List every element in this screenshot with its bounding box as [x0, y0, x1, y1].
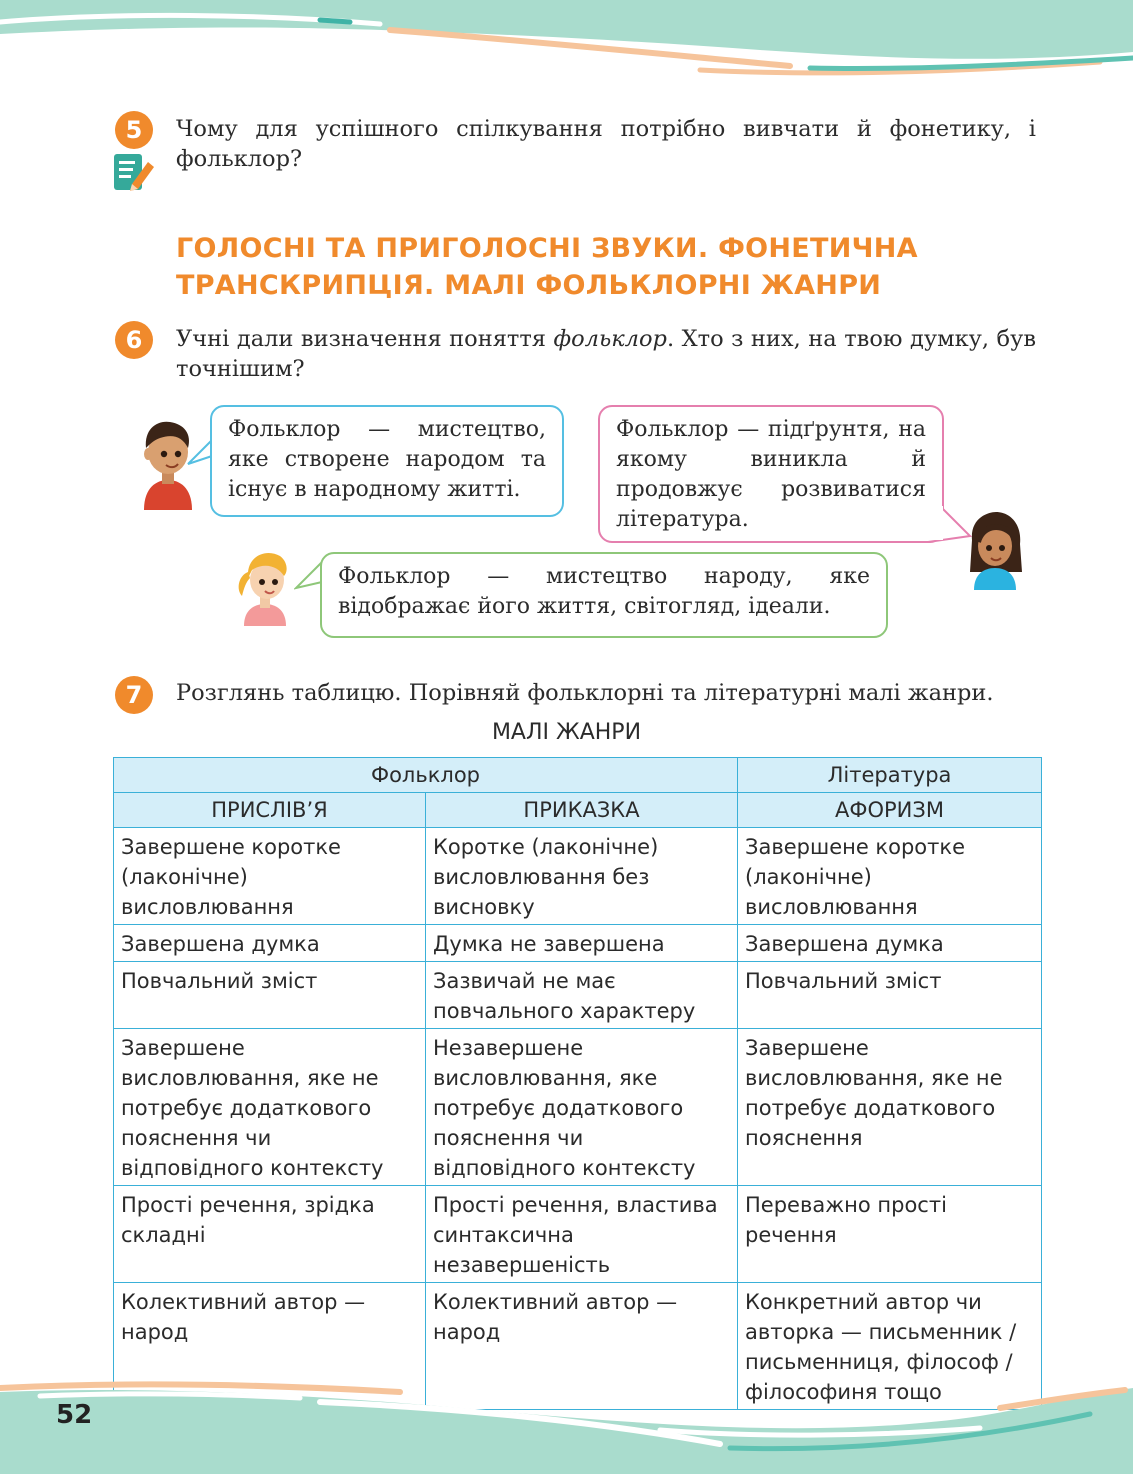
- table-cell: Прості речення, властива синтаксична незавершеність: [426, 1186, 738, 1283]
- table-cell: Прості речення, зрідка складні: [114, 1186, 426, 1283]
- girl-avatar-blonde: [234, 546, 296, 626]
- table-cell: Коротке (лаконічне) висловлювання без висновку: [426, 828, 738, 925]
- table-cell: Завершена думка: [114, 925, 426, 962]
- genres-table: [113, 757, 1042, 1410]
- column-header: ПРИКАЗКА: [426, 793, 738, 828]
- table-group-header-row: [114, 758, 1042, 793]
- speech-bubble-girl-dark: Фольклор — підґрунтя, на якому виникла й продовжує розвиватися література.: [598, 405, 944, 543]
- speech-bubble-boy: Фольклор — мистецтво, яке створене народом та існує в народному житті.: [210, 405, 564, 517]
- table-cell: Колективний автор — народ: [114, 1283, 426, 1410]
- table-title: МАЛІ ЖАНРИ: [491, 720, 642, 745]
- task-number-badge: 6: [115, 321, 153, 359]
- table-row: [114, 828, 1042, 925]
- table-cell: Незавершене висловлювання, яке потребує додаткового пояснення чи відповідного контексту: [426, 1029, 738, 1186]
- task-number-badge: 5: [115, 111, 153, 149]
- column-header: ПРИСЛІВ’Я: [114, 793, 426, 828]
- table-cell: Завершене висловлювання, яке не потребує додаткового пояснення чи відповідного контексту: [114, 1029, 426, 1186]
- task-number-badge: 7: [115, 676, 153, 714]
- page-number: 52: [56, 1400, 93, 1430]
- top-decorative-band: [0, 0, 1133, 90]
- section-heading: [176, 230, 976, 304]
- table-cell: Завершене коротке (лаконічне) висловлювання: [114, 828, 426, 925]
- table-column-header-row: [114, 793, 1042, 828]
- table-cell: Колективний автор — народ: [426, 1283, 738, 1410]
- girl-avatar-dark-hair: [964, 510, 1026, 590]
- group-header-literature: Література: [738, 758, 1042, 793]
- table-row: [114, 925, 1042, 962]
- table-row: [114, 1186, 1042, 1283]
- table-cell: Зазвичай не має повчального характеру: [426, 962, 738, 1029]
- task6-text: [176, 324, 1036, 384]
- table-cell: Завершене коротке (лаконічне) висловлювання: [738, 828, 1042, 925]
- group-header-folklore: Фольклор: [114, 758, 738, 793]
- table-row: [114, 962, 1042, 1029]
- table-row: [114, 1029, 1042, 1186]
- table-cell: Конкретний автор чи авторка — письменник / письменниця, філософ / філософиня тощо: [738, 1283, 1042, 1410]
- speech-bubble-girl-blonde: Фольклор — мистецтво народу, яке відображає його життя, світогляд, ідеали.: [320, 552, 888, 638]
- table-cell: Завершене висловлювання, яке не потребує додаткового пояснення: [738, 1029, 1042, 1186]
- table-cell: Завершена думка: [738, 925, 1042, 962]
- table-cell: Повчальний зміст: [738, 962, 1042, 1029]
- section-heading-line1: ГОЛОСНІ ТА ПРИГОЛОСНІ ЗВУКИ. ФОНЕТИЧНА: [176, 233, 918, 264]
- task7-text: Розглянь таблицю. Порівняй фольклорні та літературні малі жанри.: [176, 680, 994, 706]
- task5-text: Чому для успішного спілкування потрібно вивчати й фонетику, і фольклор?: [176, 116, 1036, 172]
- task6-text-before: Учні дали визначення поняття: [176, 326, 554, 352]
- task6-term: фольклор: [553, 326, 667, 352]
- bottom-decorative-band: [0, 1378, 1133, 1474]
- section-heading-line2: ТРАНСКРИПЦІЯ. МАЛІ ФОЛЬКЛОРНІ ЖАНРИ: [176, 270, 882, 301]
- write-note-icon: [112, 152, 156, 194]
- column-header: АФОРИЗМ: [738, 793, 1042, 828]
- table-cell: Повчальний зміст: [114, 962, 426, 1029]
- table-cell: Переважно прості речення: [738, 1186, 1042, 1283]
- table-cell: Думка не завершена: [426, 925, 738, 962]
- task6-text-after: . Хто з них, на твою думку, був точнішим?: [176, 326, 1036, 382]
